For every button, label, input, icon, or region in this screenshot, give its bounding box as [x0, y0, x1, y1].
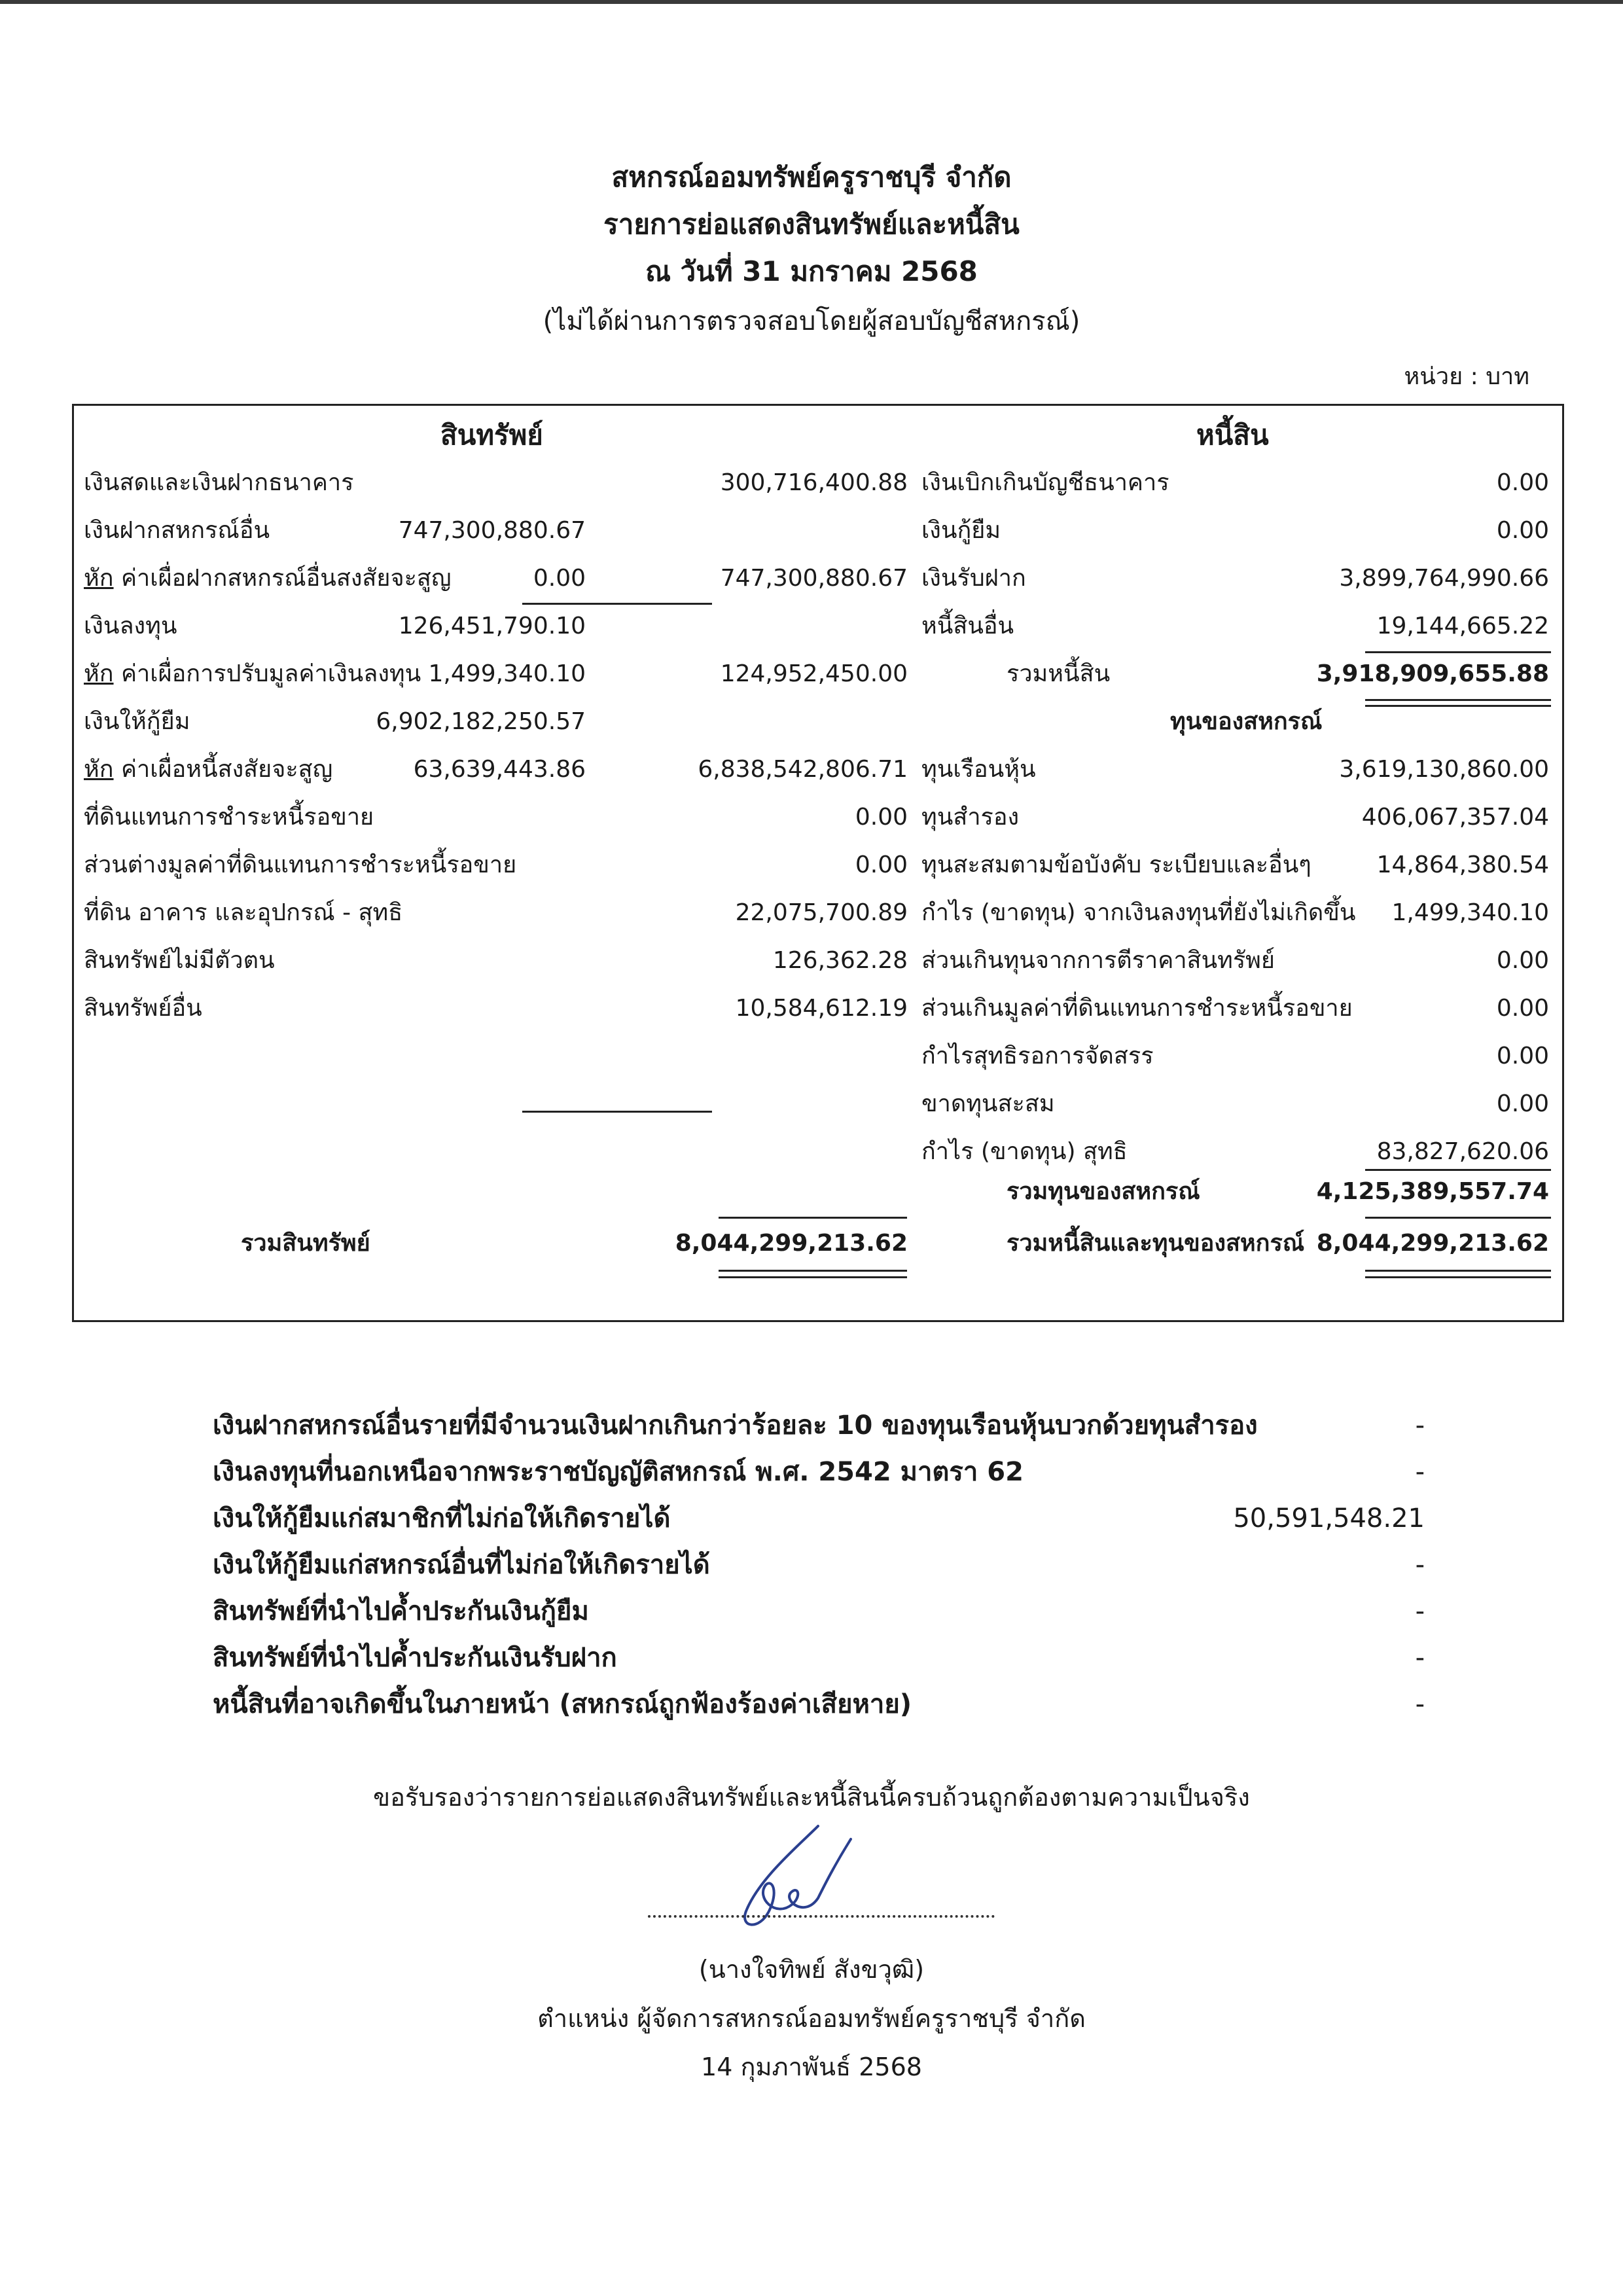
- certification-text: ขอรับรองว่ารายการย่อแสดงสินทรัพย์และหนี้สินนี้ครบถ้วนถูกต้องตามความเป็นจริง: [373, 1783, 1250, 1812]
- equity-row-amount: 0.00: [1496, 1043, 1549, 1069]
- note-label: เงินให้กู้ยืมแก่สมาชิกที่ไม่ก่อให้เกิดรายได้: [213, 1503, 671, 1534]
- scan-top-edge: [0, 0, 1623, 4]
- note-value: -: [1415, 1550, 1425, 1580]
- asset-row-label: [84, 562, 452, 595]
- asset-row-text: เงินลงทุน: [84, 613, 177, 639]
- deduct-prefix: หัก: [84, 565, 114, 592]
- note-value: -: [1415, 1457, 1425, 1487]
- liabilities-heading: หนี้สิน: [1196, 419, 1269, 451]
- asset-row-text: สินทรัพย์อื่น: [84, 995, 202, 1022]
- rule-loans: [522, 1111, 712, 1113]
- equity-row-amount: 0.00: [1496, 995, 1549, 1022]
- equity-row-amount: 1,499,340.10: [1391, 899, 1549, 926]
- asset-row-amount: 0.00: [855, 804, 908, 831]
- note-value: -: [1415, 1410, 1425, 1441]
- assets-total-label: รวมสินทรัพย์: [241, 1230, 370, 1257]
- asset-row-amount: 0.00: [855, 852, 908, 878]
- note-label: สินทรัพย์ที่นำไปค้ำประกันเงินกู้ยืม: [213, 1596, 589, 1626]
- rule-deposits: [522, 603, 712, 605]
- asset-row-label: [84, 467, 353, 499]
- currency-unit: หน่วย : บาท: [1404, 363, 1529, 390]
- note-label: เงินลงทุนที่นอกเหนือจากพระราชบัญญัติสหกรณ์ พ.ศ. 2542 มาตรา 62: [213, 1457, 1024, 1487]
- asset-row-text: สินทรัพย์ไม่มีตัวตน: [84, 947, 275, 974]
- asset-row-subamount: 747,300,880.67: [398, 517, 586, 544]
- equity-row-amount: 3,619,130,860.00: [1339, 756, 1549, 783]
- asset-row-subamount: 63,639,443.86: [413, 756, 586, 783]
- note-value: 50,591,548.21: [1233, 1503, 1425, 1534]
- rule-equity-subtotal: [1365, 1169, 1551, 1171]
- liability-row-label: เงินกู้ยืม: [921, 517, 1001, 544]
- rule-equity-total: [1365, 1217, 1551, 1219]
- equity-row-amount: 406,067,357.04: [1361, 804, 1549, 831]
- liability-row-label: เงินรับฝาก: [921, 565, 1026, 592]
- asset-row-amount: 126,362.28: [772, 947, 908, 974]
- asset-row-text: ส่วนต่างมูลค่าที่ดินแทนการชำระหนี้รอขาย: [84, 852, 517, 878]
- signatory-position: ตำแหน่ง ผู้จัดการสหกรณ์ออมทรัพย์ครูราชบุรี จำกัด: [537, 2004, 1086, 2033]
- note-value: -: [1415, 1689, 1425, 1719]
- equity-row-label: กำไร (ขาดทุน) สุทธิ: [921, 1138, 1128, 1165]
- asset-row-label: [84, 753, 332, 786]
- asset-row-label: [84, 801, 374, 834]
- balance-sheet-box: [72, 404, 1564, 1322]
- rule-liabilities-total: [1365, 699, 1551, 701]
- rule-liabilities-total-double: [1365, 705, 1551, 707]
- liability-row-amount: 19,144,665.22: [1376, 613, 1549, 639]
- note-label: เงินฝากสหกรณ์อื่นรายที่มีจำนวนเงินฝากเกินกว่าร้อยละ 10 ของทุนเรือนหุ้นบวกด้วยทุนสำรอง: [213, 1410, 1258, 1441]
- asset-row-amount: 22,075,700.89: [735, 899, 908, 926]
- signatory-date: 14 กุมภาพันธ์ 2568: [701, 2053, 922, 2081]
- rule-assets-total-double-1: [719, 1270, 907, 1272]
- equity-row-amount: 0.00: [1496, 947, 1549, 974]
- asset-row-label: [84, 658, 421, 691]
- equity-row-label: กำไรสุทธิรอการจัดสรร: [921, 1043, 1154, 1069]
- signature-line: [648, 1915, 995, 1918]
- deduct-prefix: หัก: [84, 660, 114, 687]
- liability-row-label: เงินเบิกเกินบัญชีธนาคาร: [921, 469, 1169, 496]
- equity-heading: ทุนของสหกรณ์: [1170, 708, 1323, 735]
- assets-total-value: 8,044,299,213.62: [675, 1230, 908, 1257]
- liability-row-label: หนี้สินอื่น: [921, 613, 1014, 639]
- asset-row-text: ค่าเผื่อหนี้สงสัยจะสูญ: [113, 756, 333, 783]
- document-title: รายการย่อแสดงสินทรัพย์และหนี้สิน: [603, 208, 1020, 240]
- note-value: -: [1415, 1643, 1425, 1673]
- note-label: สินทรัพย์ที่นำไปค้ำประกันเงินรับฝาก: [213, 1643, 617, 1673]
- signatory-name: (นางใจทิพย์ สังขวุฒิ): [698, 1955, 925, 1984]
- report-date: ณ วันที่ 31 มกราคม 2568: [645, 255, 978, 287]
- audit-note: (ไม่ได้ผ่านการตรวจสอบโดยผู้สอบบัญชีสหกรณ์): [543, 306, 1080, 336]
- liability-row-amount: 0.00: [1496, 517, 1549, 544]
- equity-row-amount: 0.00: [1496, 1090, 1549, 1117]
- asset-row-subamount: 126,451,790.10: [398, 613, 586, 639]
- equity-row-label: ส่วนเกินมูลค่าที่ดินแทนการชำระหนี้รอขาย: [921, 995, 1353, 1022]
- rule-grand-total-double-2: [1365, 1276, 1551, 1278]
- asset-row-text: ที่ดินแทนการชำระหนี้รอขาย: [84, 804, 374, 831]
- asset-row-amount: 747,300,880.67: [720, 565, 908, 592]
- asset-row-label: [84, 706, 190, 738]
- asset-row-text: เงินให้กู้ยืม: [84, 708, 190, 735]
- liability-row-amount: 0.00: [1496, 469, 1549, 496]
- asset-row-text: ค่าเผื่อฝากสหกรณ์อื่นสงสัยจะสูญ: [113, 565, 452, 592]
- asset-row-amount: 300,716,400.88: [720, 469, 908, 496]
- equity-row-label: กำไร (ขาดทุน) จากเงินลงทุนที่ยังไม่เกิดขึ้น: [921, 899, 1356, 926]
- asset-row-text: เงินฝากสหกรณ์อื่น: [84, 517, 270, 544]
- equity-total-label: รวมทุนของสหกรณ์: [1007, 1178, 1200, 1205]
- org-name: สหกรณ์ออมทรัพย์ครูราชบุรี จำกัด: [611, 161, 1012, 193]
- asset-row-label: [84, 849, 516, 882]
- asset-row-amount: 124,952,450.00: [720, 660, 908, 687]
- asset-row-label: [84, 897, 402, 929]
- asset-row-amount: 6,838,542,806.71: [698, 756, 908, 783]
- rule-assets-total-top: [719, 1217, 907, 1219]
- asset-row-label: [84, 992, 202, 1025]
- note-value: -: [1415, 1596, 1425, 1626]
- asset-row-subamount: 1,499,340.10: [428, 660, 586, 687]
- equity-row-label: ทุนเรือนหุ้น: [921, 756, 1036, 783]
- assets-heading: สินทรัพย์: [440, 419, 543, 451]
- grand-total-label: รวมหนี้สินและทุนของสหกรณ์: [1007, 1230, 1305, 1257]
- liabilities-total-label: รวมหนี้สิน: [1007, 660, 1111, 687]
- asset-row-text: เงินสดและเงินฝากธนาคาร: [84, 469, 354, 496]
- asset-row-text: ค่าเผื่อการปรับมูลค่าเงินลงทุน: [113, 660, 421, 687]
- equity-row-amount: 14,864,380.54: [1376, 852, 1549, 878]
- note-label: เงินให้กู้ยืมแก่สหกรณ์อื่นที่ไม่ก่อให้เกิดรายได้: [213, 1550, 710, 1580]
- asset-row-label: [84, 944, 275, 977]
- asset-row-amount: 10,584,612.19: [735, 995, 908, 1022]
- asset-row-text: ที่ดิน อาคาร และอุปกรณ์ - สุทธิ: [84, 899, 403, 926]
- deduct-prefix: หัก: [84, 756, 114, 783]
- note-label: หนี้สินที่อาจเกิดขึ้นในภายหน้า (สหกรณ์ถูกฟ้องร้องค่าเสียหาย): [213, 1689, 912, 1719]
- equity-row-label: ทุนสะสมตามข้อบังคับ ระเบียบและอื่นๆ: [921, 852, 1311, 878]
- asset-row-label: [84, 514, 270, 547]
- equity-row-label: ขาดทุนสะสม: [921, 1090, 1055, 1117]
- rule-liabilities-subtotal: [1365, 651, 1551, 653]
- signature: [720, 1820, 864, 1937]
- asset-row-subamount: 0.00: [533, 565, 586, 592]
- equity-row-label: ส่วนเกินทุนจากการตีราคาสินทรัพย์: [921, 947, 1275, 974]
- equity-total-value: 4,125,389,557.74: [1316, 1178, 1549, 1205]
- rule-grand-total-double-1: [1365, 1270, 1551, 1272]
- asset-row-label: [84, 610, 177, 643]
- liabilities-total-value: 3,918,909,655.88: [1316, 660, 1549, 687]
- grand-total-value: 8,044,299,213.62: [1316, 1230, 1549, 1257]
- rule-assets-total-double-2: [719, 1276, 907, 1278]
- liability-row-amount: 3,899,764,990.66: [1339, 565, 1549, 592]
- equity-row-amount: 83,827,620.06: [1376, 1138, 1549, 1165]
- equity-row-label: ทุนสำรอง: [921, 804, 1020, 831]
- asset-row-subamount: 6,902,182,250.57: [376, 708, 586, 735]
